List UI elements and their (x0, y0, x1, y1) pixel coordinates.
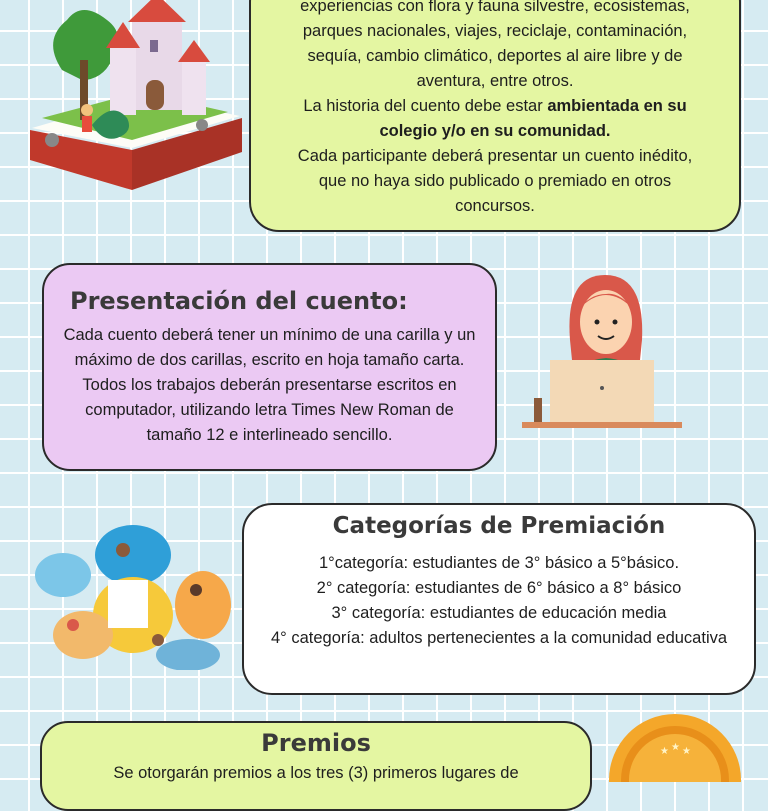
categoria-item: 2° categoría: estudiantes de 6° básico a 8° básico (316, 579, 682, 597)
ambient-paragraph (251, 94, 739, 144)
premios-body: Se otorgarán premios a los tres (3) primeros lugares de (113, 764, 519, 782)
tema-line: sequía, cambio climático, deportes al aire libre y de (307, 47, 683, 65)
tema-line: aventura, entre otros. (416, 72, 574, 90)
svg-text:★: ★ (660, 746, 669, 757)
categoria-item: 3° categoría: estudiantes de educación media (331, 604, 667, 622)
presentacion-body: Cada cuento deberá tener un mínimo de una carilla y un máximo de dos carillas, escrito en hoja tamaño carta. Todos los trabajos deberán presentarse escritos en computador, utilizando letra Times New Roman de tamaño 12 e interlineado sencillo. (63, 326, 476, 444)
categorias-card (242, 503, 756, 695)
tema-text (251, 0, 739, 219)
inedito-paragraph: Cada participante deberá presentar un cuento inédito, que no haya sido publicado o premiado en otros concursos. (297, 147, 693, 215)
categoria-item: 1°categoría: estudiantes de 3° básico a 5°básico. (318, 554, 680, 572)
ambient-prefix: La historia del cuento debe estar (303, 97, 548, 115)
premios-card (40, 721, 592, 811)
presentacion-title: Presentación del cuento: (70, 287, 408, 315)
tema-line: parques nacionales, viajes, reciclaje, contaminación, (302, 22, 688, 40)
gold-seal-icon (605, 712, 745, 782)
premios-title: Premios (261, 729, 371, 757)
svg-text:★: ★ (682, 746, 691, 757)
presentacion-card (42, 263, 497, 471)
tema-card (249, 0, 741, 232)
ambient-bold: ambientada en su colegio y/o en su comunidad. (379, 97, 687, 140)
tema-line: experiencias con flora y fauna silvestre, ecosistemas, (300, 0, 690, 15)
categoria-item: 4° categoría: adultos pertenecientes a la comunidad educativa (270, 629, 728, 647)
storybook-castle-illustration (22, 0, 250, 200)
categorias-list (268, 551, 730, 651)
students-collage-illustration (28, 520, 233, 670)
categorias-title: Categorías de Premiación (332, 513, 666, 539)
woman-laptop-illustration (520, 270, 690, 440)
svg-text:★: ★ (671, 742, 680, 753)
